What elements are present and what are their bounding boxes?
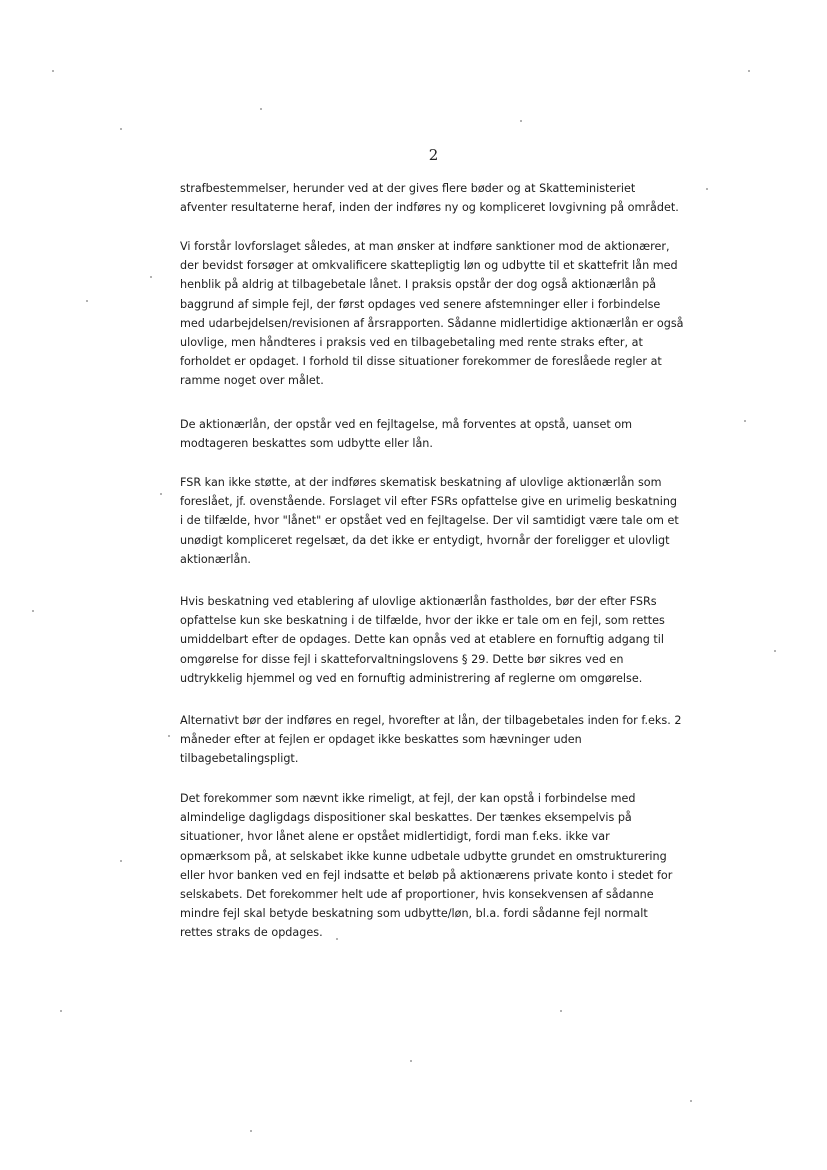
text-line: tilbagebetalingspligt.	[180, 752, 299, 766]
scan-speck	[560, 1010, 562, 1012]
text-line: omgørelse for disse fejl i skatteforvaltningslovens § 29. Dette bør sikres ved en	[180, 652, 624, 666]
scan-speck	[260, 108, 262, 110]
text-line: almindelige dagligdags dispositioner skal beskattes. Der tænkes eksempelvis på	[180, 811, 632, 825]
text-line: ulovlige, men håndteres i praksis ved en tilbagebetaling med rente straks efter, at	[180, 336, 643, 350]
paragraph-alternative-rule	[180, 711, 685, 769]
scan-speck	[32, 610, 34, 612]
scan-speck	[60, 1010, 62, 1012]
scan-speck	[774, 650, 776, 652]
paragraph-error-loans	[180, 415, 685, 453]
scan-speck	[520, 120, 522, 122]
text-line: situationer, hvor lånet alene er opstået midlertidigt, fordi man f.eks. ikke var	[180, 830, 610, 844]
scan-speck	[748, 70, 750, 72]
paragraph-penalty-provisions	[180, 179, 685, 217]
page-number: 2	[428, 146, 439, 164]
scan-speck	[86, 300, 88, 302]
text-line: Det forekommer som nævnt ikke rimeligt, at fejl, der kan opstå i forbindelse med	[180, 792, 636, 805]
text-line: modtageren beskattes som udbytte eller lån.	[180, 437, 433, 451]
scan-speck	[690, 1100, 692, 1102]
paragraph-daily-dispositions	[180, 789, 685, 943]
paragraph-reversal-access	[180, 592, 685, 688]
scan-speck	[744, 420, 746, 422]
scan-speck	[168, 735, 170, 737]
text-line: strafbestemmelser, herunder ved at der gives flere bøder og at Skatteministeriet	[180, 182, 636, 195]
scan-speck	[250, 1130, 252, 1132]
text-line: eller hvor banken ved en fejl indsatte et beløb på aktionærens private konto i stedet for	[180, 868, 673, 882]
text-line: opfattelse kun ske beskatning i de tilfælde, hvor der ikke er tale om en fejl, som rettes	[180, 614, 665, 628]
scan-speck	[52, 70, 54, 72]
text-line: der bevidst forsøger at omkvalificere skattepligtig løn og udbytte til et skattefrit lån med	[180, 259, 678, 273]
text-line: afventer resultaterne heraf, inden der indføres ny og kompliceret lovgivning på området.	[180, 201, 679, 215]
text-line: henblik på aldrig at tilbagebetale lånet. I praksis opstår der dog også aktionærlån på	[180, 278, 657, 292]
text-line: forholdet er opdaget. I forhold til disse situationer forekommer de foreslåede regler at	[180, 355, 662, 369]
scan-speck	[160, 493, 162, 495]
text-line: i de tilfælde, hvor "lånet" er opstået ved en fejltagelse. Der vil samtidigt være tale om et	[180, 514, 679, 528]
text-line: ramme noget over målet.	[180, 374, 324, 388]
paragraph-understanding-of-bill	[180, 237, 685, 391]
text-line: rettes straks de opdages.	[180, 926, 323, 940]
text-line: udtrykkelig hjemmel og ved en fornuftig administrering af reglerne om omgørelse.	[180, 671, 643, 685]
text-line: baggrund af simple fejl, der først opdages ved senere afstemninger eller i forbindelse	[180, 297, 661, 311]
text-line: Vi forstår lovforslaget således, at man ønsker at indføre sanktioner mod de aktionærer,	[180, 240, 670, 253]
scan-speck	[410, 1060, 412, 1062]
text-line: foreslået, jf. ovenstående. Forslaget vil efter FSRs opfattelse give en urimelig beskatning	[180, 495, 678, 509]
scan-speck	[120, 860, 122, 862]
text-line: umiddelbart efter de opdages. Dette kan opnås ved at etablere en fornuftig adgang til	[180, 633, 665, 647]
scan-speck	[120, 128, 122, 130]
text-line: selskabets. Det forekommer helt ude af proportioner, hvis konsekvensen af sådanne	[180, 888, 654, 902]
text-line: Alternativt bør der indføres en regel, hvorefter at lån, der tilbagebetales inden for f.eks. 2	[180, 714, 682, 727]
text-line: måneder efter at fejlen er opdaget ikke beskattes som hævninger uden	[180, 733, 582, 747]
text-line: mindre fejl skal betyde beskatning som udbytte/løn, bl.a. fordi sådanne fejl normalt	[180, 907, 648, 921]
text-line: Hvis beskatning ved etablering af ulovlige aktionærlån fastholdes, bør der efter FSRs	[180, 595, 657, 608]
text-line: unødigt kompliceret regelsæt, da det ikke er entydigt, hvornår der foreligger et ulovligt	[180, 533, 670, 547]
text-line: med udarbejdelsen/revisionen af årsrapporten. Sådanne midlertidige aktionærlån er også	[180, 316, 684, 330]
text-line: opmærksom på, at selskabet ikke kunne udbetale udbytte grundet en omstrukturering	[180, 849, 667, 863]
text-line: FSR kan ikke støtte, at der indføres skematisk beskatning af ulovlige aktionærlån som	[180, 476, 662, 489]
scan-speck	[336, 938, 338, 940]
text-line: De aktionærlån, der opstår ved en fejltagelse, må forventes at opstå, uanset om	[180, 418, 633, 431]
scan-speck	[706, 188, 708, 190]
text-line: aktionærlån.	[180, 552, 251, 566]
paragraph-fsr-position	[180, 473, 685, 569]
scan-speck	[150, 276, 152, 278]
